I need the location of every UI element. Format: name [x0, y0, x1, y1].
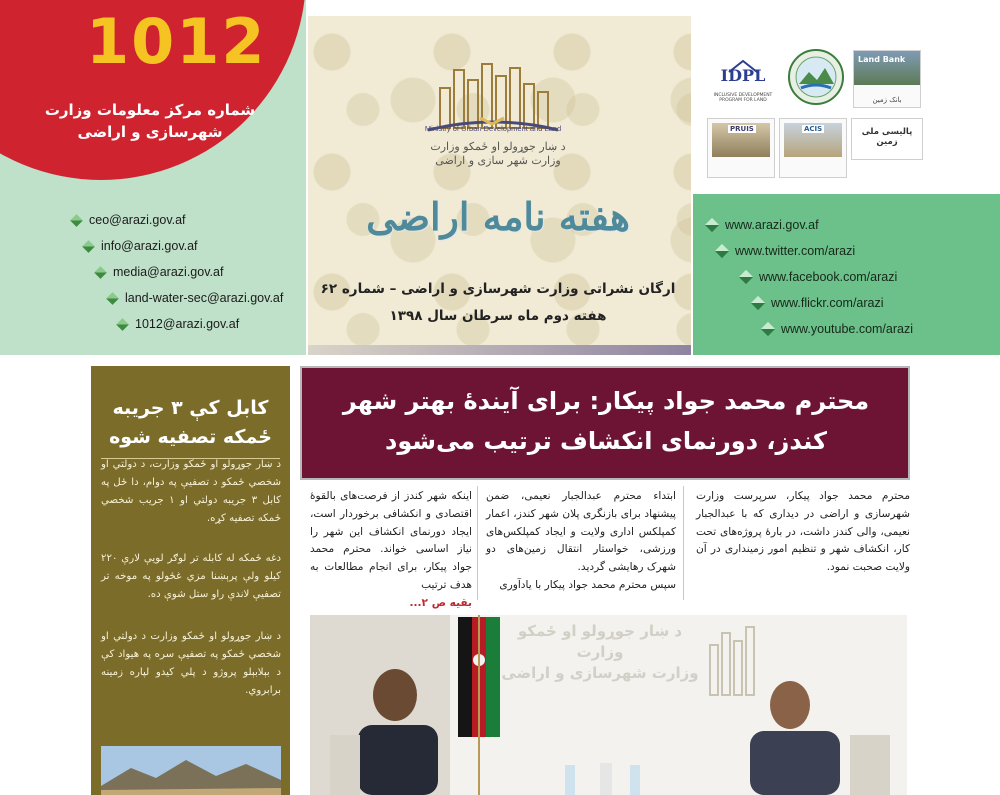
diamond-bullet-icon	[761, 322, 775, 336]
email-address[interactable]: land-water-sec@arazi.gov.af	[125, 291, 284, 305]
email-item[interactable]	[72, 210, 283, 230]
email-address[interactable]: ceo@arazi.gov.af	[89, 213, 186, 227]
diamond-bullet-icon	[715, 244, 729, 258]
email-list	[72, 210, 283, 334]
article-column-3-body: اینکه شهر کندز از فرصت‌های بالقوۀ اقتصادی و انکشافی برخوردار است، ایجاد دورنمای انکشاف این شهر را نیاز اساسی خواند. محترم محمد جواد پیکار، برای انجام مطالعات به هدف ترتیب	[310, 490, 472, 591]
web-link-item[interactable]	[707, 214, 913, 236]
land-bank-logo[interactable]	[853, 50, 921, 108]
column-divider	[477, 486, 478, 600]
article-column-3	[310, 488, 472, 613]
web-link[interactable]: www.youtube.com/arazi	[781, 322, 914, 336]
land-policy-label: پالیسی ملی زمین	[861, 127, 913, 147]
organ-line: ارگان نشراتی وزارت شهرسازی و اراضی – شماره ۶۲	[320, 281, 676, 297]
ministry-name-local	[378, 140, 618, 169]
diamond-bullet-icon	[70, 214, 83, 227]
idpl-caption: INCLUSIVE DEVELOPMENT PROGRAM FOR LAND	[713, 93, 773, 104]
meeting-photo	[310, 615, 907, 795]
article-column-2-body: ابتداء محترم عبدالجبار نعیمی، ضمن پیشنهاد برای بازنگری پلان شهر کندز، اعمار کمپلکس اداری ولایت و ایجاد کمپلکس‌های ورزشی، خواستار انتقال زمین‌های دو شهرک رهایشی گردید.	[486, 490, 676, 574]
diamond-bullet-icon	[739, 270, 753, 284]
partner-logos	[693, 0, 1000, 194]
acis-label: ACIS	[804, 125, 823, 133]
diamond-bullet-icon	[751, 296, 765, 310]
photo-backdrop-pashto: د ښار جوړولو او ځمکو وزارت	[517, 622, 683, 661]
diamond-bullet-icon	[94, 266, 107, 279]
side-story-paragraph: د ښار جوړولو او ځمکو وزارت د دولتي او شخصي ځمکو په تصفیې سره په هیواد کې د بېلابېلو پروژو د پلي کیدو لپاره زمینه برابروي.	[101, 631, 281, 696]
ministry-emblem-icon[interactable]	[787, 48, 845, 106]
land-bank-caption: بانک زمین	[872, 96, 902, 105]
diamond-bullet-icon	[82, 240, 95, 253]
hotline-panel	[0, 0, 306, 355]
diamond-bullet-icon	[106, 292, 119, 305]
idpl-label: IDPL	[720, 66, 766, 85]
acis-logo[interactable]	[779, 118, 847, 178]
land-policy-logo[interactable]	[851, 118, 923, 160]
side-story-paragraph: دغه ځمکه له کابله تر لوګر لویې لارې ۲۲۰ کیلو ولې پرېښنا مزي غځولو په موخه تر تصفیې لاندې راو ستل شوې ده.	[101, 553, 281, 600]
hotline-number: 1012	[86, 5, 267, 78]
web-link-item[interactable]	[741, 266, 913, 288]
web-links-panel	[693, 194, 1000, 355]
web-link-item[interactable]	[717, 240, 913, 262]
side-story-paragraph: د ښار جوړولو او ځمکو وزارت، د دولتي او شخصي ځمکو د تصفیې په دوام، دا ځل په کابل ۳ جریبه دولتي او ۱ جریب شخصي ځمکه تصفیه کړه.	[101, 459, 282, 524]
web-link[interactable]: www.arazi.gov.af	[725, 218, 819, 232]
main-headline-box	[300, 366, 910, 480]
article-column-2-tail: سپس محترم محمد جواد پیکار با یادآوری	[499, 578, 676, 591]
main-headline: محترم محمد جواد پیکار: برای آیندۀ بهتر شهر کندز، دورنمای انکشاف ترتیب می‌شود	[342, 387, 870, 455]
web-link-item[interactable]	[753, 292, 913, 314]
magazine-title: هفته نامه اراضی	[366, 194, 630, 239]
side-story-title: کابل کې ۳ جریبه ځمکه تصفیه شوه	[109, 397, 272, 449]
column-divider	[683, 486, 684, 600]
diamond-bullet-icon	[705, 218, 719, 232]
web-link[interactable]: www.twitter.com/arazi	[735, 244, 856, 258]
masthead	[308, 16, 691, 354]
web-link[interactable]: www.facebook.com/arazi	[759, 270, 898, 284]
ministry-name-english: Ministry of Urban Development and Land	[424, 124, 562, 133]
ministry-name-pashto: د ښار جوړولو او ځمکو وزارت	[430, 140, 566, 153]
side-story	[91, 366, 290, 795]
masthead-bottom-bar	[308, 345, 691, 355]
email-item[interactable]	[118, 314, 283, 334]
pruis-logo[interactable]	[707, 118, 775, 178]
email-item[interactable]	[84, 236, 283, 256]
continue-link[interactable]: بقیه ص ۲...	[409, 596, 472, 609]
email-address[interactable]: 1012@arazi.gov.af	[135, 317, 240, 331]
email-item[interactable]	[108, 288, 283, 308]
hotline-title: شماره مرکز معلومات وزارت شهرسازی و اراضی	[44, 101, 256, 141]
ministry-name-dari: وزارت شهر سازی و اراضی	[435, 154, 561, 168]
pruis-label: PRUIS	[730, 125, 754, 133]
issue-date: هفته دوم ماه سرطان سال ۱۳۹۸	[389, 308, 607, 324]
photo-backdrop-text	[500, 621, 700, 684]
idpl-logo[interactable]	[707, 52, 779, 106]
article-column-1: محترم محمد جواد پیکار، سرپرست وزارت شهرسازی و اراضی در دیداری که با عبدالجبار نعیمی، والی کندز داشت، در بارۀ پروژه‌های تحت کار، انکشاف شهر و تنظیم امور زمینداری در آن ولایت صحبت نمود.	[696, 490, 910, 574]
diamond-bullet-icon	[116, 318, 129, 331]
article-column-2	[486, 488, 676, 595]
web-link-item[interactable]	[763, 318, 913, 340]
web-link[interactable]: www.flickr.com/arazi	[771, 296, 884, 310]
email-address[interactable]: info@arazi.gov.af	[101, 239, 198, 253]
land-bank-label: Land Bank	[858, 55, 906, 64]
side-story-photo	[101, 746, 281, 795]
web-links-list	[707, 214, 913, 340]
email-item[interactable]	[96, 262, 283, 282]
email-address[interactable]: media@arazi.gov.af	[113, 265, 224, 279]
photo-backdrop-dari: وزارت شهرسازی و اراضی	[501, 664, 699, 682]
